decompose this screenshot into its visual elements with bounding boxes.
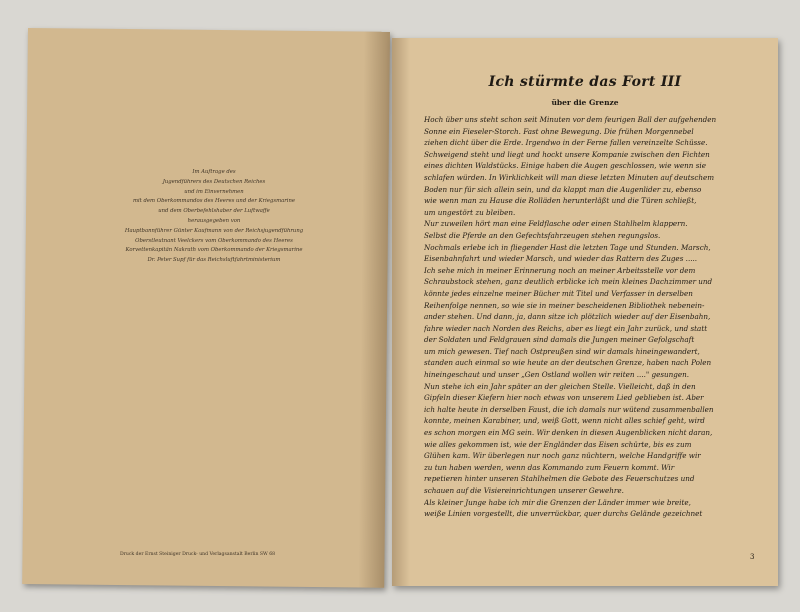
text-line: wie wenn man zu Hause die Rolläden herunterläßt und die Türen schließt, — [424, 196, 697, 206]
text-line: der Soldaten und Feldgrauen sind damals die Jungen meiner Gefolgschaft — [424, 335, 695, 345]
text-line: Als kleiner Junge habe ich mir die Grenzen der Länder immer wie breite, — [424, 497, 691, 507]
text-line: konnte, meinen Karabiner, und, weiß Gott, wenn nicht alles schief geht, wird — [424, 416, 705, 426]
text-line: standen auch einmal so wie heute an der deutschen Grenze, haben nach Polen — [424, 358, 712, 368]
text-line: Selbst die Pferde an den Gefechtsfahrzeugen stehen regungslos. — [424, 230, 661, 240]
credit-line: Jugendführers des Deutschen Reiches — [162, 178, 266, 185]
text-line: Schweigend steht und liegt und hockt unsere Kompanie zwischen den Fichten — [424, 149, 710, 159]
chapter-title: Ich stürmte das Fort III — [488, 74, 682, 90]
text-line: könnte jedes einzelne meiner Bücher mit Titel und Verfasser in derselben — [424, 288, 693, 298]
text-line: Glühen kam. Wir überlegen nur noch ganz nüchtern, welche Handgriffe wir — [424, 451, 701, 461]
text-line: Ich sehe mich in meiner Erinnerung noch an meiner Arbeitsstelle vor dem — [424, 265, 696, 275]
text-line: Sonne ein Fieseler-Storch. Fast ohne Bewegung. Die frühen Morgennebel — [424, 126, 694, 136]
text-line: eines dichten Waldstücks. Einige haben die Augen geschlossen, wie wenn sie — [424, 161, 706, 171]
text-line: ander stehen. Und dann, ja, dann sitze ich plötzlich wieder auf der Eisenbahn, — [424, 312, 711, 322]
page-number: 3 — [750, 553, 755, 561]
text-line: um mich gewesen. Tief nach Ostpreußen sind wir damals hineingewandert, — [424, 346, 700, 356]
text-line: Nochmals erlebe ich in fliegender Hast die letzten Tage und Stunden. Marsch, — [424, 242, 711, 252]
credit-line: Oberstleutnant Veelckers vom Oberkommando des Heeres — [135, 237, 293, 244]
credit-line: Hauptbannführer Günter Kaufmann von der Reichsjugendführung — [124, 227, 304, 234]
text-line: um ungestört zu bleiben. — [424, 207, 516, 217]
text-line: wie alles gekommen ist, wie der Engländer das Eisen schürte, bis es zum — [424, 439, 692, 449]
credit-line: herausgegeben von — [187, 217, 241, 224]
text-line: zu tun haben werden, wenn das Kommando zum Feuern kommt. Wir — [424, 462, 675, 472]
credit-line: Korvettenkapitän Nakrath vom Oberkommando der Kriegsmarine — [125, 247, 303, 254]
text-line: Nur zuweilen hört man eine Feldflasche oder einen Stahlhelm klappern. — [424, 219, 688, 229]
text-line: weiße Linien vorgestellt, die unverrückbar, quer durchs Gelände gezeichnet — [424, 509, 703, 519]
text-line: Reihenfolge nennen, so wie sie in meiner bescheidenen Bibliothek nebenein- — [424, 300, 705, 310]
text-line: ziehen dicht über die Erde. Irgendwo in der Ferne fallen vereinzelte Schüsse. — [424, 138, 708, 148]
text-line: repetieren hinter unseren Stahlhelmen die Gebote des Feuerschutzes und — [424, 474, 695, 484]
printer-imprint: Druck der Ernst Steiniger Druck- und Verlagsanstalt Berlin SW 68 — [120, 552, 276, 557]
text-line: Hoch über uns steht schon seit Minuten vor dem feurigen Ball der aufgehenden — [424, 115, 717, 124]
text-line: Schraubstock stehen, ganz deutlich erblicke ich mein kleines Dachzimmer und — [424, 277, 713, 287]
body-text — [424, 114, 749, 520]
publisher-credits — [78, 168, 350, 266]
section-subtitle: über die Grenze — [551, 98, 619, 107]
text-line: ich halte heute in derselben Faust, die ich damals nur wütend zusammenballen — [424, 404, 714, 414]
left-page — [22, 28, 390, 588]
credit-line: Dr. Peter Supf für das Reichsluftfahrtministerium — [147, 257, 281, 264]
text-line: Eisenbahnfahrt und wieder Marsch, und wieder das Rattern des Zuges ..... — [424, 254, 698, 264]
credit-line: mit dem Oberkommandos des Heeres und der Kriegsmarine — [132, 198, 296, 205]
text-line: es schon morgen ein MG sein. Wir denken in diesen Augenblicken nicht daran, — [424, 428, 713, 438]
credit-line: Im Auftrage des — [192, 169, 236, 175]
text-line: fahre wieder nach Norden des Reichs, aber es liegt ein Jahr zurück, und statt — [424, 323, 708, 333]
text-line: Gipfeln dieser Kiefern hier noch etwas von unserem Lied geblieben ist. Aber — [424, 393, 704, 403]
text-line: Boden nur für sich allein sein, und da klappt man die Augenlider zu, ebenso — [424, 184, 702, 194]
credit-line: und dem Oberbefehlshaber der Luftwaffe — [158, 208, 270, 215]
text-line: schlafen würden. In Wirklichkeit will man diese letzten Minuten auf deutschem — [424, 172, 715, 182]
text-line: hineingeschaut und unser „Gen Ostland wollen wir reiten ...." gesungen. — [424, 370, 690, 380]
text-line: Nun stehe ich ein Jahr später an der gleichen Stelle. Vielleicht, daß in den — [424, 381, 696, 391]
credit-line: und im Einvernehmen — [184, 188, 244, 195]
text-line: schauen auf die Visiereinrichtungen unserer Gewehre. — [424, 486, 624, 495]
